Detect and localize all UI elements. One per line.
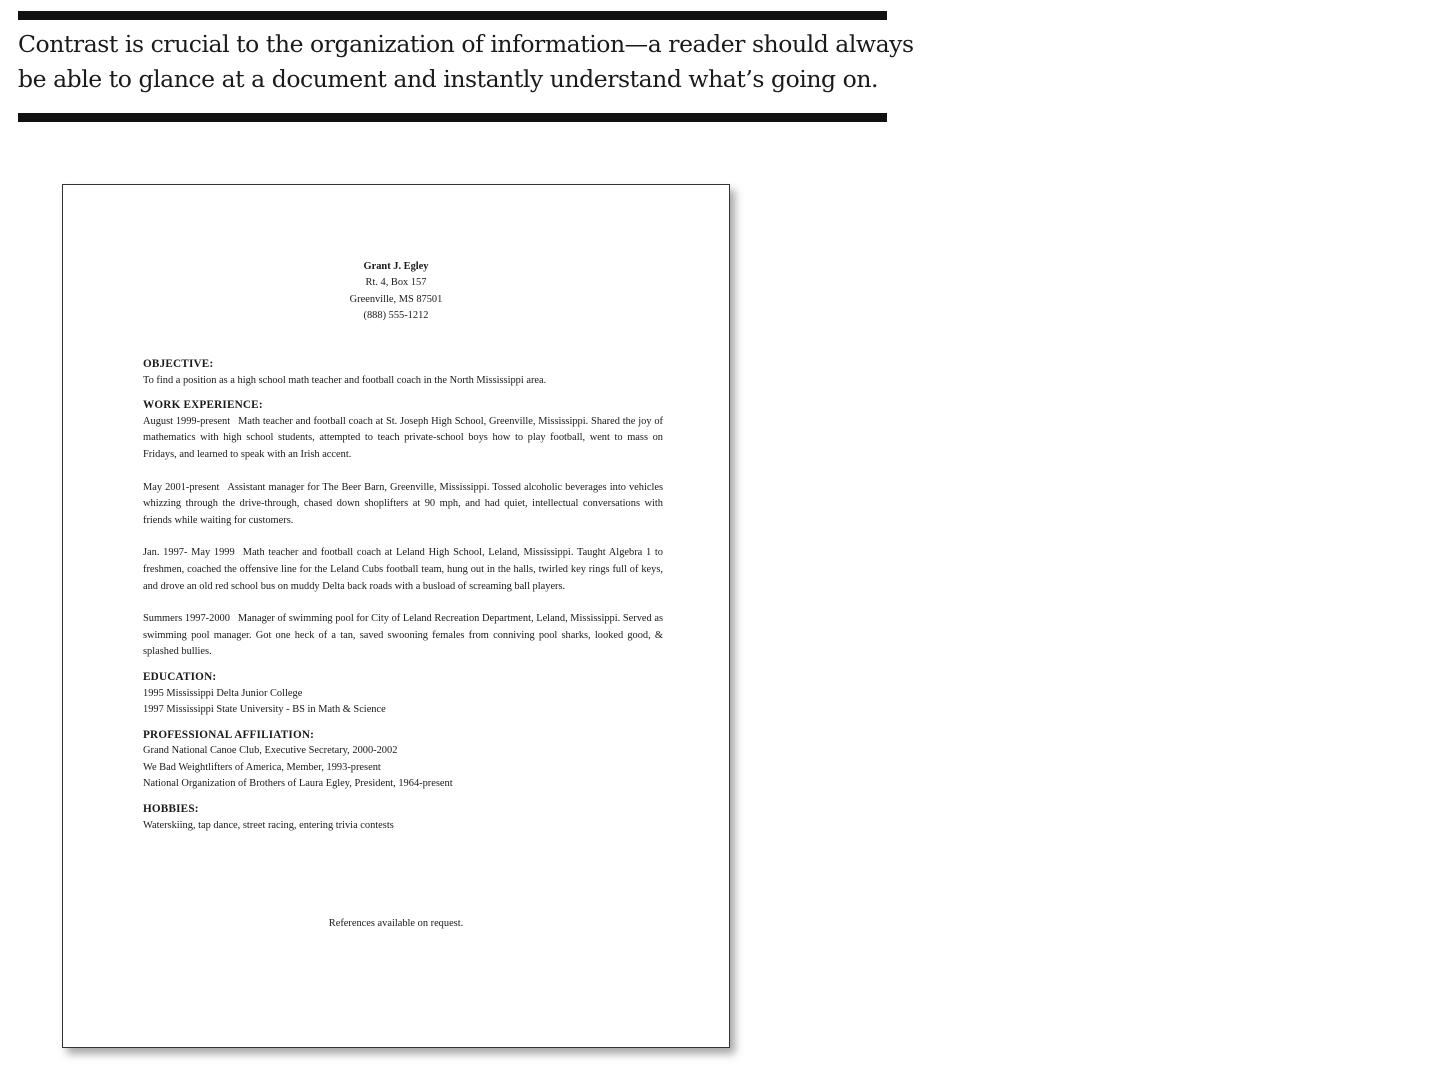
job-description: Math teacher and football coach at Leland High School, Leland, Mississippi. Taught Algebra 1 to freshmen, coached the offensive line for the Leland Cubs football team, hung out in the halls, twirled key rings full of keys, and drove an old red school bus on muddy Delta back roads with a busload of screaming ball players. bbox=[143, 547, 663, 592]
affiliation-item: Grand National Canoe Club, Executive Secretary, 2000-2002 bbox=[143, 745, 398, 757]
references-note: References available on request. bbox=[328, 918, 464, 929]
education-item: 1997 Mississippi State University - BS in Math & Science bbox=[143, 704, 386, 716]
job-dates: August 1999-present bbox=[143, 415, 231, 427]
resume-body bbox=[143, 356, 663, 842]
address-line-2: Greenville, MS 87501 bbox=[349, 293, 443, 305]
hobbies-text: Waterskiing, tap dance, street racing, entering trivia contests bbox=[143, 819, 394, 831]
bottom-rule bbox=[18, 113, 887, 122]
job-entry bbox=[143, 414, 663, 464]
resume-name: Grant J. Egley bbox=[363, 261, 429, 272]
job-dates: Jan. 1997- May 1999 bbox=[143, 547, 235, 559]
job-description: Assistant manager for The Beer Barn, Greenville, Mississippi. Tossed alcoholic beverages into vehicles whizzing through the drive-through, chased down shoplifters at 90 mph, and had quiet, intellectual conversations with friends while waiting for customers. bbox=[143, 481, 663, 526]
hobbies-section bbox=[143, 801, 663, 834]
affiliation-item: We Bad Weightlifters of America, Member, 1993-present bbox=[143, 761, 381, 773]
pull-quote-line-1: Contrast is crucial to the organization of information—a reader should always bbox=[18, 30, 914, 58]
education-section bbox=[143, 669, 663, 719]
address-line-1: Rt. 4, Box 157 bbox=[365, 277, 427, 289]
pull-quote-line-2: be able to glance at a document and instantly understand what’s going on. bbox=[18, 65, 879, 93]
phone-number: (888) 555-1212 bbox=[363, 310, 429, 322]
resume-page bbox=[62, 184, 730, 1048]
objective-section bbox=[143, 356, 663, 389]
section-title: HOBBIES: bbox=[143, 803, 199, 816]
job-entry bbox=[143, 480, 663, 530]
pull-quote bbox=[18, 27, 914, 97]
section-title: PROFESSIONAL AFFILIATION: bbox=[143, 728, 315, 741]
resume-header bbox=[63, 259, 729, 325]
job-dates: May 2001-present bbox=[143, 481, 220, 493]
work-experience-section bbox=[143, 397, 663, 661]
job-dates: Summers 1997-2000 bbox=[143, 613, 230, 625]
education-item: 1995 Mississippi Delta Junior College bbox=[143, 687, 303, 699]
section-title: OBJECTIVE: bbox=[143, 358, 214, 370]
job-description: Math teacher and football coach at St. Joseph High School, Greenville, Mississippi. Shared the joy of mathematics with high school students, attempted to teach private-school boys how to play football, went to mass on Fridays, and learned to speak with an Irish accent. bbox=[143, 415, 663, 460]
section-title: EDUCATION: bbox=[143, 670, 217, 683]
top-rule bbox=[18, 11, 887, 20]
affiliation-item: National Organization of Brothers of Laura Egley, President, 1964-present bbox=[143, 778, 453, 790]
job-description: Manager of swimming pool for City of Leland Recreation Department, Leland, Mississippi. Served as swimming pool manager. Got one heck of a tan, saved swooning females from conniving pool sharks, looked good, & splashed bullies. bbox=[143, 613, 663, 658]
job-entry bbox=[143, 545, 663, 595]
objective-text: To find a position as a high school math teacher and football coach in the North Mississippi area. bbox=[143, 374, 547, 386]
affiliation-section bbox=[143, 727, 663, 793]
section-title: WORK EXPERIENCE: bbox=[143, 399, 263, 412]
job-entry bbox=[143, 611, 663, 661]
